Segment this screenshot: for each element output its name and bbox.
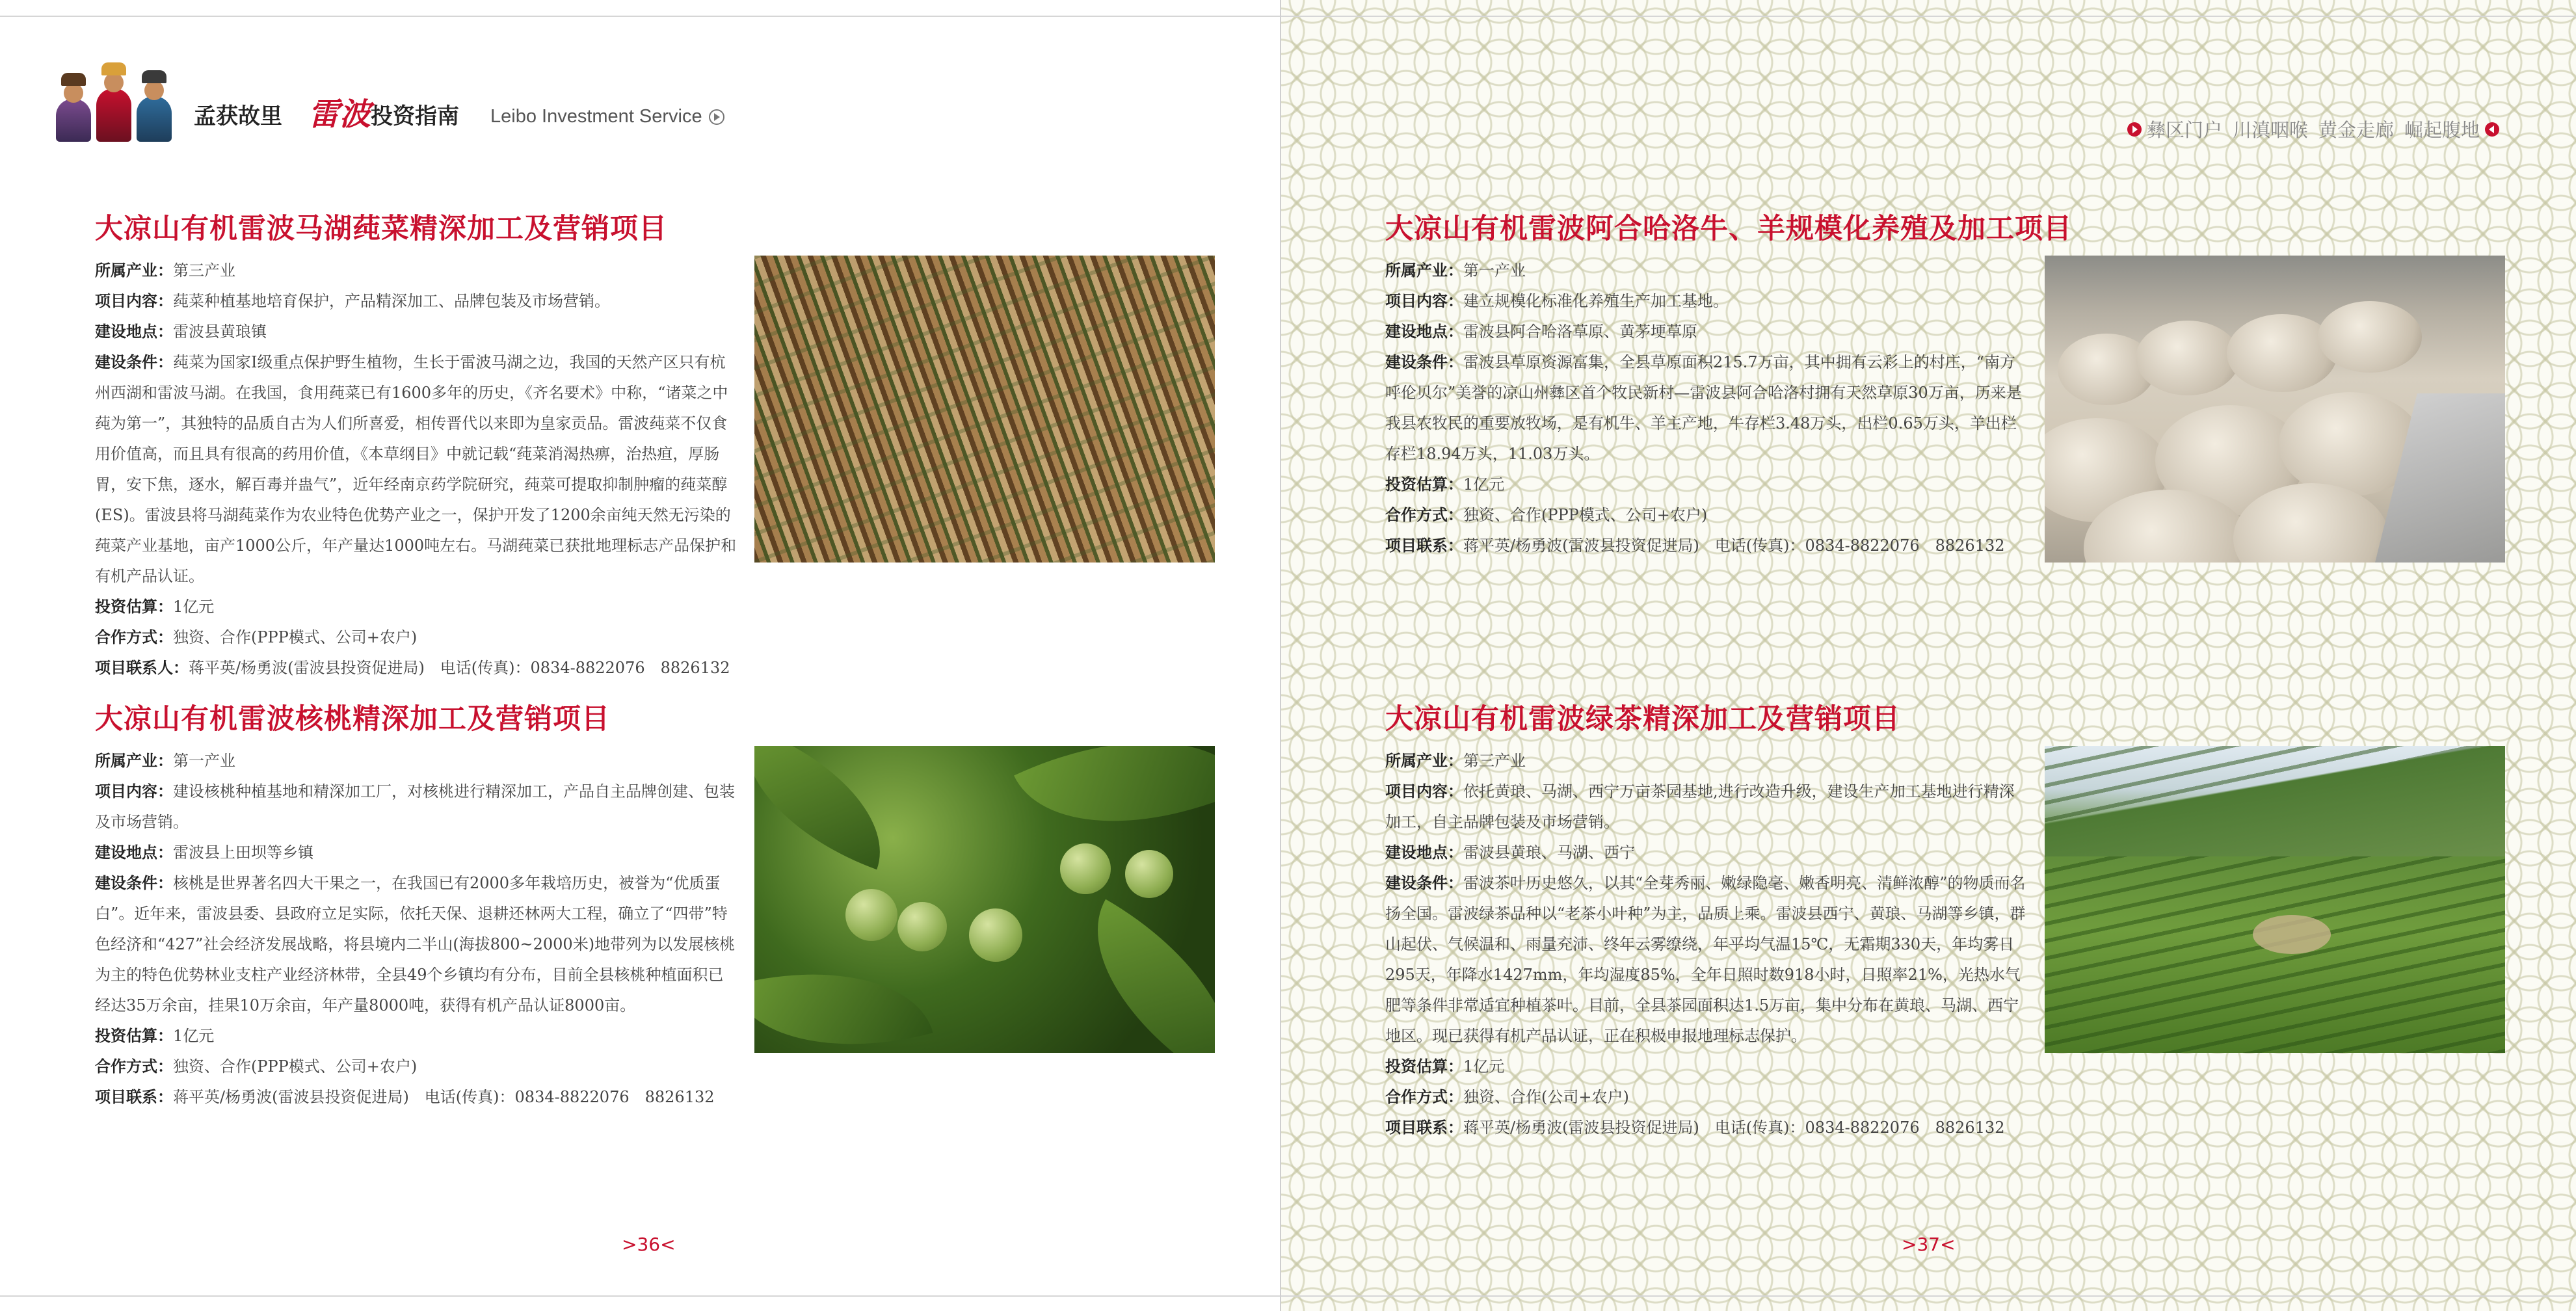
slogan-3: 黄金走廊 — [2318, 119, 2394, 141]
project-walnut — [95, 697, 739, 1113]
right-page — [1281, 0, 2576, 1311]
project-details: 所属产业：第一产业 项目内容：建立规模化标准化养殖生产加工基地。 建设地点：雷波县阿合哈洛草原、黄茅埂草原 建设条件：雷波县草原资源富集，全县草原面积215.7万亩，其中拥有云彩上的村庄，“南方呼伦贝尔”美誉的凉山州彝区首个牧民新村—雷波县阿合哈洛村拥有天然草原30万亩，历来是我县农牧民的重要放牧场，是有机牛、羊主产地，牛存栏3.48万头，出栏0.65万头，羊出栏存栏18.94万头，11.03万头。 投资估算：1亿元 合作方式：独资、合作(PPP模式、公司+农户) 项目联系：蒋平英/杨勇波(雷波县投资促进局) 电话(传真)：0834-8822076 8826132 — [1385, 261, 2022, 555]
brand-investment-guide: 投资指南 — [371, 103, 460, 129]
brand-hometown: 孟获故里 — [194, 103, 282, 129]
arrow-right-icon — [2127, 122, 2142, 137]
project-cattle-sheep — [1385, 207, 2072, 561]
slogan-1: 彝区门户 — [2146, 119, 2222, 141]
project-water-shield — [95, 207, 739, 683]
project-title: 大凉山有机雷波核桃精深加工及营销项目 — [95, 703, 610, 735]
tea-plantation-photo — [2045, 746, 2505, 1053]
water-shield-plant-photo — [754, 256, 1215, 563]
bottom-rule — [0, 1295, 1280, 1297]
project-title: 大凉山有机雷波阿合哈洛牛、羊规模化养殖及加工项目 — [1385, 213, 2072, 245]
page-number-right: >37< — [1902, 1234, 1956, 1255]
arrow-left-icon — [2485, 122, 2499, 137]
bottom-rule — [1281, 1295, 2576, 1297]
english-service-label — [490, 106, 724, 142]
page-number-left: >36< — [622, 1234, 676, 1255]
project-title: 大凉山有机雷波马湖莼菜精深加工及营销项目 — [95, 213, 667, 245]
sheep-flock-photo — [2045, 256, 2505, 563]
slogan-4: 崛起腹地 — [2404, 119, 2480, 141]
arrow-right-icon — [709, 109, 724, 125]
left-page — [0, 0, 1281, 1311]
slogan-2: 川滇咽喉 — [2232, 119, 2308, 141]
page-header — [56, 70, 724, 142]
walnut-tree-photo — [754, 746, 1215, 1053]
costume-figures-illustration — [56, 74, 179, 142]
project-green-tea — [1385, 697, 2029, 1143]
brand-leibo-logo: 雷波 — [308, 96, 371, 133]
project-details: 所属产业：第三产业 项目内容：莼菜种植基地培育保护，产品精深加工、品牌包装及市场营销。 建设地点：雷波县黄琅镇 建设条件：莼菜为国家Ⅰ级重点保护野生植物，生长于雷波马湖之边，我国的天然产区只有杭州西湖和雷波马湖。在我国，食用莼菜已有1600多年的历史，《齐名要术》中称，“诸菜之中莼为第一”，其独特的品质自古为人们所喜爱，相传晋代以来即为皇家贡品。雷波莼菜不仅食用价值高，而且具有很高的药用价值，《本草纲目》中就记载“莼菜消渴热痹，治热疸，厚肠胃，安下焦，逐水，解百毒并蛊气”，近年经南京药学院研究，莼菜可提取抑制肿瘤的莼菜醇(ES)。雷波县将马湖莼菜作为农业特色优势产业之一，保护开发了1200余亩纯天然无污染的莼菜产业基地，亩产1000公斤，年产量达1000吨左右。马湖莼菜已获批地理标志产品保护和有机产品认证。 投资估算：1亿元 合作方式：独资、合作(PPP模式、公司+农户) 项目联系人：蒋平英/杨勇波(雷波县投资促进局) 电话(传真)：0834-8822076 8826132 — [95, 261, 737, 677]
top-rule — [0, 16, 1280, 17]
slogan-banner — [2127, 116, 2499, 142]
project-title: 大凉山有机雷波绿茶精深加工及营销项目 — [1385, 703, 1900, 735]
project-details: 所属产业：第三产业 项目内容：依托黄琅、马湖、西宁万亩茶园基地,进行改造升级，建设生产加工基地进行精深加工，自主品牌包装及市场营销。 建设地点：雷波县黄琅、马湖、西宁 建设条件：雷波茶叶历史悠久，以其“全芽秀丽、嫩绿隐毫、嫩香明亮、清鲜浓醇”的物质而名扬全国。雷波绿茶品种以“老茶小叶种”为主，品质上乘。雷波县西宁、黄琅、马湖等乡镇，群山起伏、气候温和、雨量充沛、终年云雾缭绕，年平均气温15℃，无霜期330天，年均雾日295天，年降水1427mm，年均湿度85%，全年日照时数918小时，日照率21%，光热水气肥等条件非常适宜种植茶叶。目前，全县茶园面积达1.5万亩，集中分布在黄琅、马湖、西宁地区。现已获得有机产品认证，正在积极申报地理标志保护。 投资估算：1亿元 合作方式：独资、合作(公司+农户) 项目联系：蒋平英/杨勇波(雷波县投资促进局) 电话(传真)：0834-8822076 8826132 — [1385, 752, 2026, 1137]
english-service-text: Leibo Investment Service — [490, 106, 702, 127]
project-details: 所属产业：第一产业 项目内容：建设核桃种植基地和精深加工厂，对核桃进行精深加工，产品自主品牌创建、包装及市场营销。 建设地点：雷波县上田坝等乡镇 建设条件：核桃是世界著名四大干果之一，在我国已有2000多年栽培历史，被誉为“优质蛋白”。近年来，雷波县委、县政府立足实际，依托天保、退耕还林两大工程，确立了“四带”特色经济和“427”社会经济发展战略，将县境内二半山(海拔800~2000米)地带列为以发展核桃为主的特色优势林业支柱产业经济林带，全县49个乡镇均有分布，目前全县核桃种植面积已经达35万余亩，挂果10万余亩，年产量8000吨，获得有机产品认证8000亩。 投资估算：1亿元 合作方式：独资、合作(PPP模式、公司+农户) 项目联系：蒋平英/杨勇波(雷波县投资促进局) 电话(传真)：0834-8822076 8826132 — [95, 752, 736, 1106]
top-rule — [1281, 16, 2576, 17]
